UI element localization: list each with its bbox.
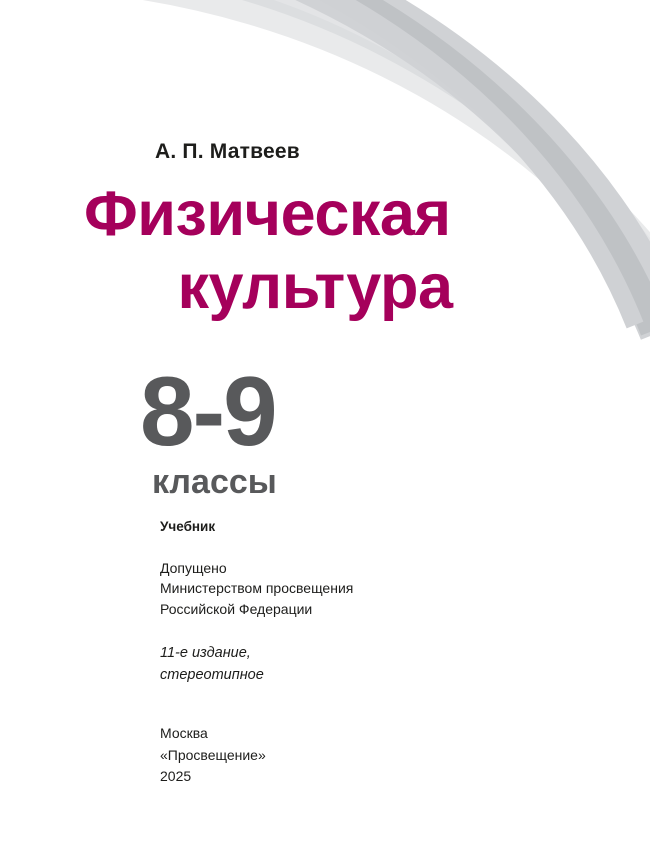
imprint-year: 2025: [160, 768, 192, 785]
author-name: А. П. Матвеев: [155, 140, 300, 163]
grade-number: 8-9: [140, 356, 276, 466]
book-type-label: Учебник: [160, 519, 216, 534]
edition-line-1: 11-е издание,: [160, 645, 251, 661]
title-line-2: культура: [177, 252, 453, 323]
imprint-block: [160, 723, 266, 788]
edition-statement: [160, 642, 264, 687]
imprint-publisher: «Просвещение»: [160, 746, 266, 763]
title-line-1: Физическая: [84, 179, 451, 249]
approval-line-3: Российской Федерации: [160, 600, 313, 617]
imprint-city: Москва: [160, 725, 208, 741]
approval-statement: [160, 558, 353, 619]
approval-line-1: Допущено: [160, 560, 227, 576]
page-title: [84, 178, 554, 324]
edition-line-2: стереотипное: [160, 667, 264, 684]
approval-line-2: Министерством просвещения: [160, 580, 354, 597]
grade-word: классы: [152, 463, 277, 501]
